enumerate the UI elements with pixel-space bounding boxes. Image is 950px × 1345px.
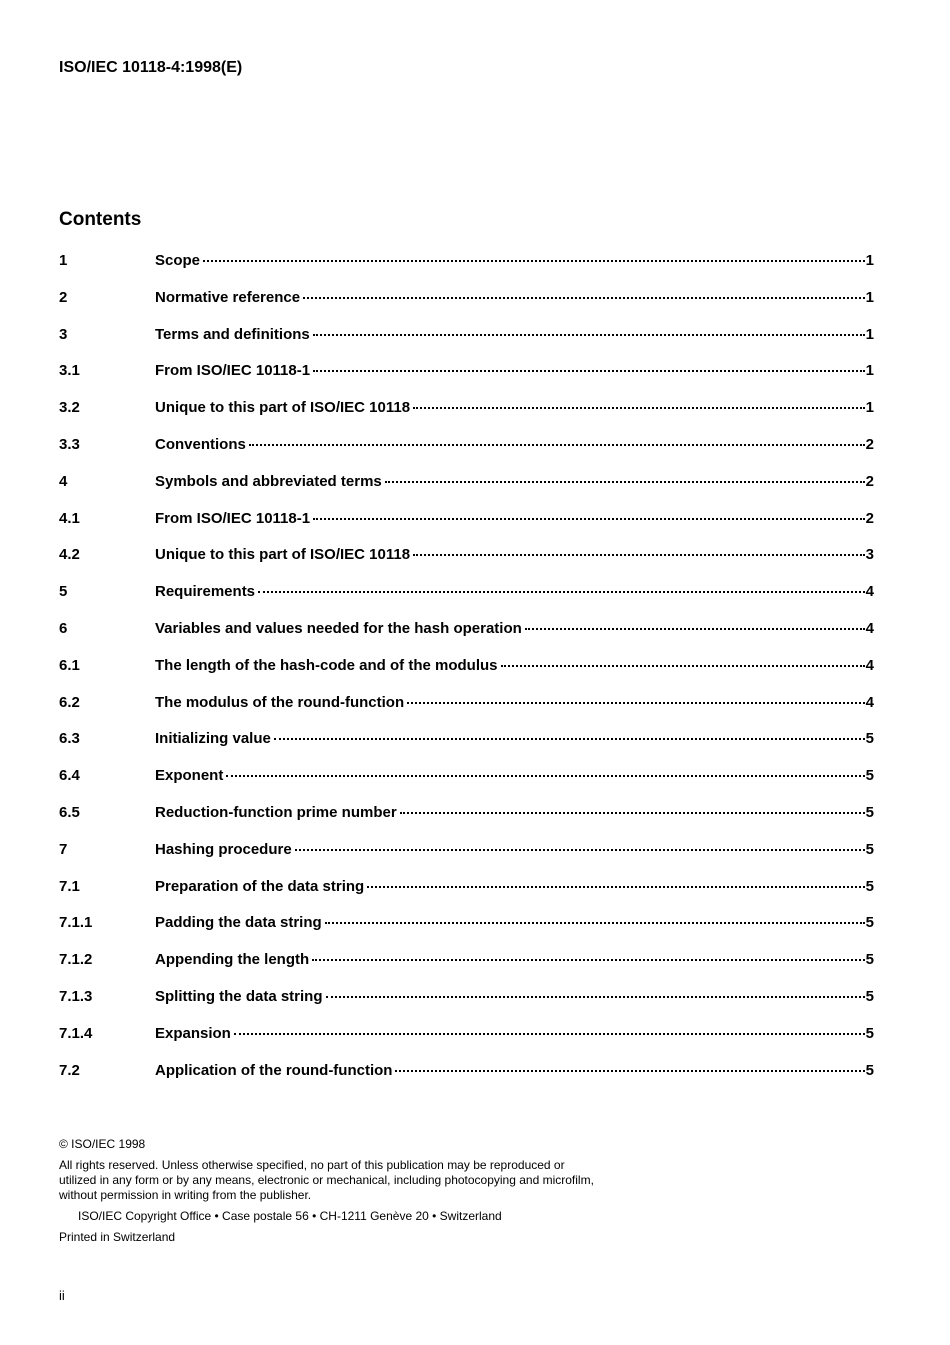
toc-entry-number: 5 [59, 583, 68, 601]
toc-entry-title[interactable]: Padding the data string [155, 914, 322, 932]
toc-dot-leader [258, 579, 865, 593]
toc-entry-number: 3 [59, 325, 68, 343]
toc-entry-title[interactable]: Terms and definitions [155, 325, 310, 343]
toc-entry-page: 1 [865, 288, 874, 306]
toc-entry-page: 5 [865, 987, 874, 1005]
toc-entry-page: 1 [865, 325, 874, 343]
toc-entry-number: 7.2 [59, 1061, 80, 1079]
toc-entry[interactable] [59, 398, 874, 435]
toc-entry-number: 7.1.1 [59, 914, 93, 932]
toc-entry-number: 7.1.4 [59, 1024, 93, 1042]
printed-in: Printed in Switzerland [59, 1230, 176, 1244]
toc-entry-page: 4 [865, 619, 874, 637]
toc-entry[interactable] [59, 656, 874, 693]
toc-dot-leader [407, 690, 865, 704]
toc-entry[interactable] [59, 435, 874, 472]
copyright-block [59, 1137, 619, 1245]
toc-entry-title[interactable]: The modulus of the round-function [155, 693, 405, 711]
toc-entry-page: 4 [865, 656, 874, 674]
toc-entry-title[interactable]: Preparation of the data string [155, 877, 365, 895]
copyright-line: © ISO/IEC 1998 [59, 1137, 146, 1151]
toc-entry[interactable] [59, 325, 874, 362]
toc-entry-title[interactable]: Unique to this part of ISO/IEC 10118 [155, 546, 411, 564]
toc-entry-title[interactable]: Initializing value [155, 730, 271, 748]
toc-entry-page: 5 [865, 877, 874, 895]
toc-entry[interactable] [59, 877, 874, 914]
toc-entry-title[interactable]: From ISO/IEC 10118-1 [155, 362, 311, 380]
toc-entry-number: 3.2 [59, 399, 80, 417]
toc-entry-title[interactable]: Hashing procedure [155, 840, 292, 858]
toc-dot-leader [313, 322, 865, 336]
toc-entry[interactable] [59, 582, 874, 619]
toc-entry-title[interactable]: Conventions [155, 435, 246, 453]
toc-entry-title[interactable]: Scope [155, 252, 201, 269]
toc-entry-page: 5 [865, 803, 874, 821]
toc-entry-number: 7 [59, 840, 68, 858]
toc-dot-leader [385, 469, 865, 483]
toc-entry-title[interactable]: Variables and values needed for the hash operation [155, 619, 522, 637]
contents-heading: Contents [59, 209, 142, 230]
toc-entry-page: 5 [865, 951, 874, 969]
toc-entry-number: 3.3 [59, 435, 80, 453]
toc-entry[interactable] [59, 766, 874, 803]
toc-entry-title[interactable]: The length of the hash-code and of the modulus [155, 656, 498, 674]
toc-entry-number: 6.1 [59, 656, 80, 674]
toc-entry-page: 5 [865, 840, 874, 858]
toc-entry-title[interactable]: Exponent [155, 767, 224, 785]
toc-dot-leader [395, 1058, 864, 1072]
toc-dot-leader [525, 616, 865, 630]
toc-entry-title[interactable]: From ISO/IEC 10118-1 [155, 509, 311, 527]
toc-dot-leader [274, 726, 865, 740]
toc-entry-title[interactable]: Expansion [155, 1024, 231, 1042]
toc-entry[interactable] [59, 803, 874, 840]
toc-entry-number: 6.2 [59, 693, 80, 711]
copyright-notice: All rights reserved. Unless otherwise specified, no part of this publication may be reproduced or utilized in any form or by any means, electronic or mechanical, including photocopying and microfilm, without permission in writing from the publisher. [59, 1158, 594, 1202]
page-number: ii [59, 1288, 65, 1303]
toc-entry-number: 7.1.3 [59, 987, 93, 1005]
toc-dot-leader [413, 542, 865, 556]
toc-entry[interactable] [59, 288, 874, 325]
toc-entry-number: 7.1 [59, 877, 80, 895]
table-of-contents [59, 251, 874, 1097]
toc-dot-leader [312, 947, 865, 961]
toc-entry-number: 6.3 [59, 730, 80, 748]
toc-entry-number: 7.1.2 [59, 951, 93, 969]
toc-entry-page: 2 [865, 472, 874, 490]
toc-entry-page: 3 [865, 546, 874, 564]
toc-entry-number: 6.5 [59, 803, 80, 821]
toc-entry[interactable] [59, 545, 874, 582]
toc-entry-title[interactable]: Splitting the data string [155, 987, 323, 1005]
toc-dot-leader [226, 763, 864, 777]
toc-entry[interactable] [59, 693, 874, 730]
toc-entry-page: 1 [865, 252, 874, 269]
toc-dot-leader [313, 358, 865, 372]
toc-entry-page: 1 [865, 362, 874, 380]
toc-dot-leader [313, 506, 865, 520]
toc-entry-title[interactable]: Requirements [155, 583, 256, 601]
toc-entry-title[interactable]: Application of the round-function [155, 1061, 393, 1079]
toc-dot-leader [295, 837, 865, 851]
toc-dot-leader [249, 432, 865, 446]
toc-entry-number: 1 [59, 252, 68, 269]
toc-entry[interactable] [59, 472, 874, 509]
toc-dot-leader [234, 1021, 865, 1035]
toc-entry-page: 5 [865, 1061, 874, 1079]
toc-dot-leader [203, 248, 865, 262]
toc-entry[interactable] [59, 913, 874, 950]
toc-dot-leader [501, 653, 865, 667]
toc-entry-page: 4 [865, 583, 874, 601]
toc-entry-page: 5 [865, 767, 874, 785]
toc-entry-title[interactable]: Normative reference [155, 288, 301, 306]
toc-entry-title[interactable]: Reduction-function prime number [155, 803, 397, 821]
toc-entry[interactable] [59, 619, 874, 656]
toc-entry[interactable] [59, 840, 874, 877]
toc-dot-leader [400, 800, 865, 814]
toc-entry-number: 4.2 [59, 546, 80, 564]
toc-entry-number: 3.1 [59, 362, 80, 380]
toc-entry-number: 4.1 [59, 509, 80, 527]
toc-entry-title[interactable]: Appending the length [155, 951, 310, 969]
toc-entry-number: 6 [59, 619, 68, 637]
toc-entry-page: 5 [865, 914, 874, 932]
toc-dot-leader [303, 285, 865, 299]
toc-entry[interactable] [59, 729, 874, 766]
toc-entry[interactable] [59, 509, 874, 546]
toc-entry-page: 2 [865, 509, 874, 527]
toc-entry-title[interactable]: Unique to this part of ISO/IEC 10118 [155, 399, 411, 417]
toc-dot-leader [413, 395, 865, 409]
toc-entry-number: 2 [59, 288, 68, 306]
toc-dot-leader [367, 874, 864, 888]
toc-entry[interactable] [59, 1061, 874, 1098]
toc-entry-page: 4 [865, 693, 874, 711]
toc-entry-number: 4 [59, 472, 68, 490]
toc-entry-page: 1 [865, 399, 874, 417]
toc-dot-leader [326, 984, 865, 998]
toc-dot-leader [325, 910, 865, 924]
toc-entry[interactable] [59, 361, 874, 398]
toc-entry-page: 5 [865, 1024, 874, 1042]
toc-entry-page: 2 [865, 435, 874, 453]
document-id: ISO/IEC 10118-4:1998(E) [59, 59, 243, 76]
toc-entry[interactable] [59, 251, 874, 288]
toc-entry[interactable] [59, 987, 874, 1024]
toc-entry-number: 6.4 [59, 767, 80, 785]
toc-entry[interactable] [59, 950, 874, 987]
toc-entry-title[interactable]: Symbols and abbreviated terms [155, 472, 382, 490]
copyright-office-address: ISO/IEC Copyright Office • Case postale 56 • CH-1211 Genève 20 • Switzerland [78, 1209, 502, 1223]
toc-entry[interactable] [59, 1024, 874, 1061]
toc-entry-page: 5 [865, 730, 874, 748]
